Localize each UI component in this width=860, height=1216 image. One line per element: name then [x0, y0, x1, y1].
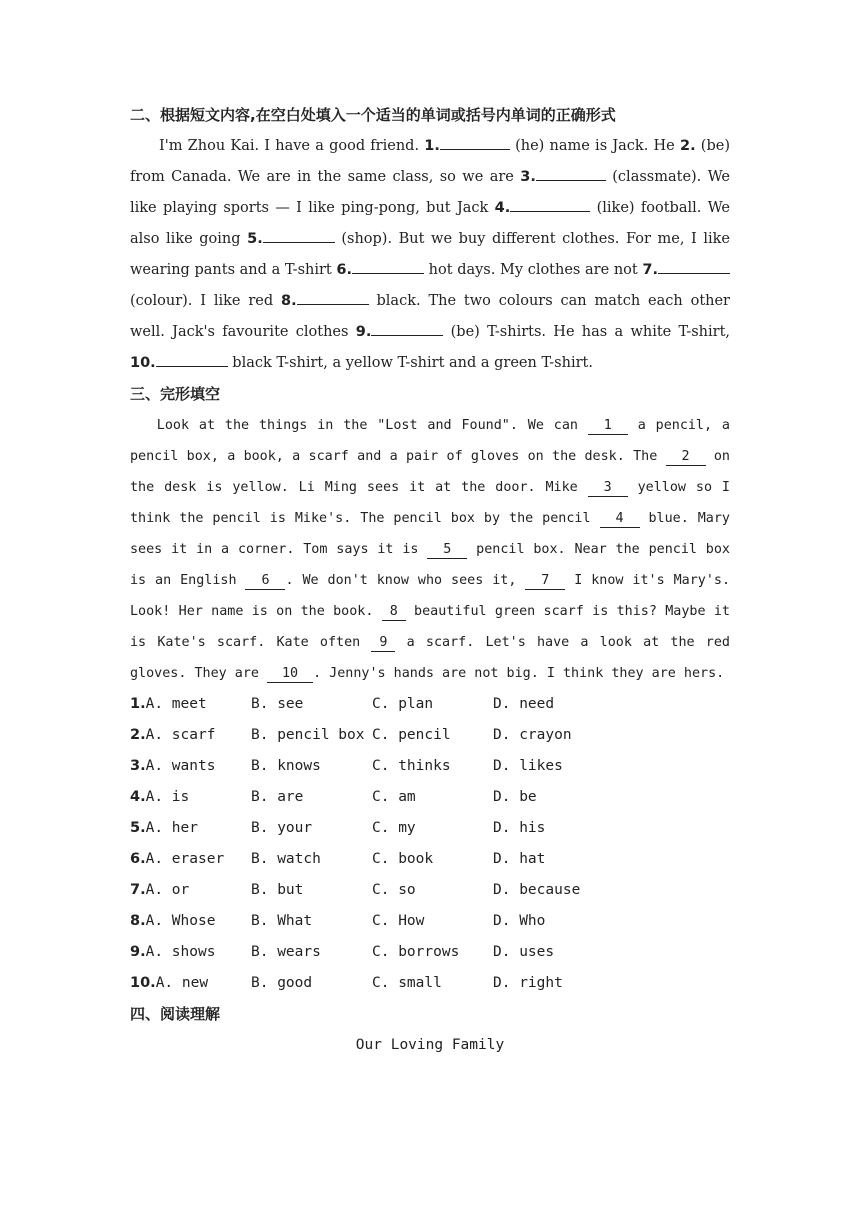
section2-heading: 二、根据短文内容,在空白处填入一个适当的单词或括号内单词的正确形式: [130, 106, 616, 124]
option-c[interactable]: C. thinks: [372, 758, 451, 774]
option-a-label: A. scarf: [145, 727, 216, 743]
cloze-passage: [130, 410, 730, 689]
option-b[interactable]: B. watch: [251, 851, 321, 867]
passage-text: a pencil, a pencil box, a book, a scarf and a pair of gloves on the desk. The: [130, 418, 730, 464]
blank-number: 6.: [336, 262, 352, 278]
option-a[interactable]: [130, 782, 251, 813]
option-row: [130, 813, 730, 844]
option-c[interactable]: C. small: [372, 975, 442, 991]
option-d[interactable]: D. Who: [493, 913, 546, 929]
blank-number: 3.: [520, 169, 536, 185]
option-row: [130, 968, 730, 999]
option-d[interactable]: D. because: [493, 882, 581, 898]
option-c[interactable]: C. borrows: [372, 944, 460, 960]
option-row: [130, 844, 730, 875]
cloze-blank-7[interactable]: 7: [525, 573, 565, 590]
cloze-blank-9[interactable]: 9: [371, 635, 395, 652]
question-number: 8.: [130, 913, 146, 929]
option-a-label: A. wants: [145, 758, 216, 774]
passage-text: (he) name is Jack. He: [509, 138, 680, 154]
option-a[interactable]: [130, 968, 251, 999]
passage-text: . Jenny's hands are not big. I think they are hers.: [313, 666, 725, 681]
passage-text: beautiful green scarf is this? Maybe it is Kate's scarf. Kate often: [130, 604, 730, 650]
option-row: [130, 782, 730, 813]
option-a-label: A. is: [145, 789, 190, 805]
option-d[interactable]: D. crayon: [493, 727, 572, 743]
option-b[interactable]: B. your: [251, 820, 313, 836]
section2-passage: [130, 131, 730, 379]
cloze-blank-6[interactable]: 6: [245, 573, 285, 590]
passage-text: I know it's Mary's. Look! Her name is on the book.: [130, 573, 731, 619]
cloze-options: [130, 689, 730, 999]
option-b[interactable]: B. wears: [251, 944, 321, 960]
option-row: [130, 906, 730, 937]
option-row: [130, 937, 730, 968]
option-c[interactable]: C. plan: [372, 696, 434, 712]
blank-number: 2.: [679, 138, 696, 154]
answer-blank-4[interactable]: [510, 197, 590, 212]
passage-text: black. The two colours can match each other well. Jack's favourite clothes: [130, 293, 730, 340]
option-a[interactable]: [130, 751, 251, 782]
option-d[interactable]: D. likes: [493, 758, 563, 774]
cloze-blank-3[interactable]: 3: [588, 480, 628, 497]
cloze-blank-8[interactable]: 8: [382, 604, 406, 621]
option-b[interactable]: B. What: [251, 913, 313, 929]
option-d[interactable]: D. need: [493, 696, 555, 712]
option-a-label: A. eraser: [145, 851, 225, 867]
question-number: 3.: [130, 758, 146, 774]
option-row: [130, 751, 730, 782]
answer-blank-6[interactable]: [352, 259, 424, 274]
option-a[interactable]: [130, 906, 251, 937]
option-c[interactable]: C. pencil: [372, 727, 451, 743]
blank-number: 5.: [247, 231, 263, 247]
option-d[interactable]: D. uses: [493, 944, 555, 960]
option-b[interactable]: B. good: [251, 975, 313, 991]
option-d[interactable]: D. be: [493, 789, 537, 805]
blank-number: 8.: [281, 293, 297, 309]
option-c[interactable]: C. my: [372, 820, 416, 836]
option-a-label: A. shows: [145, 944, 216, 960]
option-b[interactable]: B. pencil box: [251, 727, 365, 743]
section3-heading: 三、完形填空: [130, 385, 221, 403]
section4-heading: 四、阅读理解: [130, 1005, 221, 1023]
passage-text: hot days. My clothes are not: [424, 262, 643, 278]
passage-text: (be) from Canada. We are in the same class, so we are: [130, 138, 730, 185]
option-b[interactable]: B. are: [251, 789, 304, 805]
option-b[interactable]: B. see: [251, 696, 304, 712]
passage-text: (be) T-shirts. He has a white T-shirt,: [443, 324, 731, 340]
question-number: 2.: [130, 727, 146, 743]
answer-blank-9[interactable]: [371, 321, 443, 336]
option-c[interactable]: C. am: [372, 789, 416, 805]
reading-title: Our Loving Family: [355, 1037, 505, 1053]
option-a-label: A. her: [145, 820, 198, 836]
blank-number: 7.: [642, 262, 658, 278]
passage-text: (classmate). We like playing sports — I like ping-pong, but Jack: [130, 169, 730, 216]
passage-text: yellow so I think the pencil is Mike's. The pencil box by the pencil: [130, 480, 730, 526]
answer-blank-7[interactable]: [658, 259, 730, 274]
option-d[interactable]: D. hat: [493, 851, 546, 867]
blank-number: 1.: [424, 138, 440, 154]
option-c[interactable]: C. so: [372, 882, 416, 898]
option-a[interactable]: [130, 720, 251, 751]
worksheet-page: [130, 100, 730, 1061]
answer-blank-1[interactable]: [440, 135, 510, 150]
cloze-blank-10[interactable]: 10: [267, 666, 313, 683]
blank-number: 10.: [130, 355, 156, 371]
cloze-blank-2[interactable]: 2: [666, 449, 706, 466]
option-a-label: A. Whose: [145, 913, 216, 929]
option-a[interactable]: [130, 689, 251, 720]
option-a-label: A. meet: [145, 696, 207, 712]
option-a[interactable]: [130, 844, 251, 875]
passage-text: . We don't know who sees it,: [285, 573, 526, 588]
option-a-label: A. or: [145, 882, 190, 898]
question-number: 4.: [130, 789, 146, 805]
cloze-blank-5[interactable]: 5: [427, 542, 467, 559]
passage-text: blue. Mary sees it in a corner. Tom says it is: [130, 511, 730, 557]
option-row: [130, 720, 730, 751]
option-a[interactable]: [130, 813, 251, 844]
passage-text: on the desk is yellow. Li Ming sees it at the door. Mike: [130, 449, 730, 495]
answer-blank-5[interactable]: [263, 228, 335, 243]
passage-text: (colour). I like red: [130, 293, 282, 309]
option-b[interactable]: B. but: [251, 882, 304, 898]
blank-number: 4.: [494, 200, 511, 216]
passage-text: (like) football. We also like going: [130, 200, 730, 247]
question-number: 10.: [130, 975, 156, 991]
blank-number: 9.: [355, 324, 372, 340]
answer-blank-3[interactable]: [536, 166, 606, 181]
passage-text: I'm Zhou Kai. I have a good friend.: [159, 138, 425, 154]
question-number: 6.: [130, 851, 146, 867]
option-c[interactable]: C. How: [372, 913, 425, 929]
answer-blank-10[interactable]: [156, 352, 228, 367]
question-number: 1.: [130, 696, 146, 712]
question-number: 5.: [130, 820, 146, 836]
option-row: [130, 689, 730, 720]
passage-text: a scarf. Let's have a look at the red gloves. They are: [130, 635, 730, 681]
passage-text: pencil box. Near the pencil box is an English: [130, 542, 730, 588]
option-c[interactable]: C. book: [372, 851, 434, 867]
passage-text: (shop). But we buy different clothes. For me, I like wearing pants and a T-shirt: [130, 231, 730, 278]
answer-blank-8[interactable]: [297, 290, 369, 305]
option-a[interactable]: [130, 937, 251, 968]
option-d[interactable]: D. right: [493, 975, 563, 991]
option-d[interactable]: D. his: [493, 820, 546, 836]
question-number: 7.: [130, 882, 146, 898]
passage-text: Look at the things in the "Lost and Found". We can: [156, 418, 588, 433]
option-row: [130, 875, 730, 906]
option-a[interactable]: [130, 875, 251, 906]
cloze-blank-1[interactable]: 1: [588, 418, 628, 435]
cloze-blank-4[interactable]: 4: [600, 511, 640, 528]
option-a-label: A. new: [155, 975, 209, 991]
question-number: 9.: [130, 944, 146, 960]
passage-text: black T-shirt, a yellow T-shirt and a green T-shirt.: [227, 355, 593, 371]
option-b[interactable]: B. knows: [251, 758, 321, 774]
